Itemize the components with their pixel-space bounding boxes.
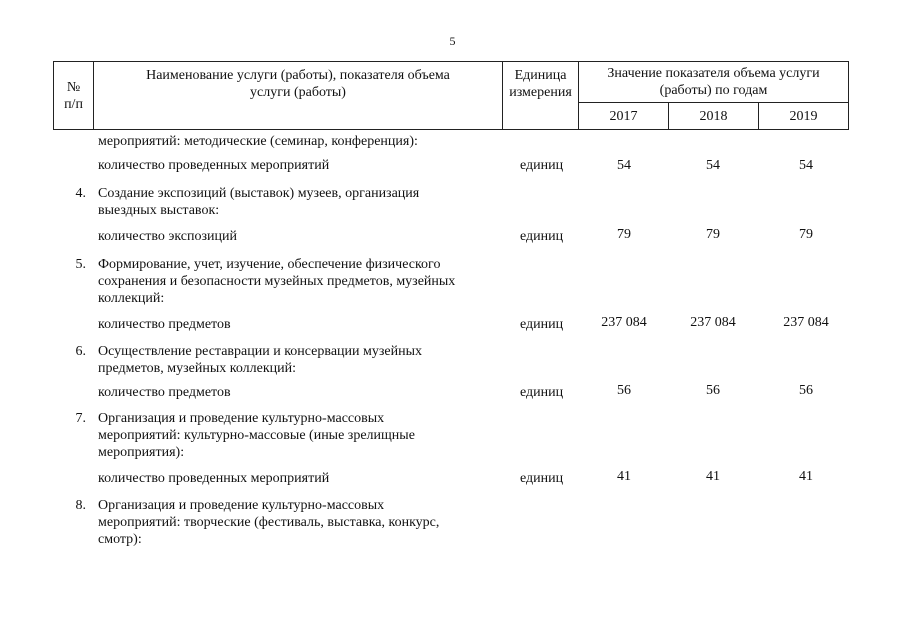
item-title-line: сохранения и безопасности музейных предметов, музейных	[98, 274, 456, 289]
header-col-values-line1: Значение показателя объема услуги	[607, 66, 820, 82]
metric-value-2018: 79	[706, 227, 720, 242]
metric-value-2017: 237 084	[601, 315, 647, 330]
header-col-values-line2: (работы) по годам	[659, 83, 768, 99]
header-col-unit-line2: измерения	[509, 85, 572, 100]
metric-name: количество экспозиций	[98, 229, 238, 244]
metric-value-2019: 79	[799, 227, 813, 242]
metric-unit: единиц	[520, 229, 564, 244]
metric-value-2019: 237 084	[783, 315, 829, 330]
metric-value-2018: 41	[706, 469, 720, 484]
item-title-line: мероприятия):	[98, 445, 185, 460]
metric-value-2017: 79	[617, 227, 631, 242]
metric-value-2019: 56	[799, 383, 813, 398]
metric-unit: единиц	[520, 158, 564, 173]
item-number: 6.	[75, 344, 86, 359]
metric-value-2017: 54	[617, 158, 631, 173]
item-number: 8.	[75, 498, 86, 513]
item-title-line: смотр):	[98, 532, 142, 547]
item-number: 4.	[75, 186, 86, 201]
item-title-line: мероприятий: творческие (фестиваль, выставка, конкурс,	[98, 515, 440, 530]
header-year-2018: 2018	[669, 103, 759, 130]
header-col-number-line2: п/п	[64, 96, 83, 112]
header-col-name-line1: Наименование услуги (работы), показателя объема	[146, 68, 450, 83]
header-col-number-line1: №	[66, 79, 81, 95]
metric-value-2018: 54	[706, 158, 720, 173]
header-year-2019: 2019	[759, 103, 849, 130]
header-year-2017: 2017	[579, 103, 669, 130]
metric-name: количество проведенных мероприятий	[98, 471, 330, 486]
metric-value-2017: 56	[617, 383, 631, 398]
item-title-line: коллекций:	[98, 291, 165, 306]
item-title-line: предметов, музейных коллекций:	[98, 361, 297, 376]
item-title-line: Организация и проведение культурно-массовых	[98, 411, 385, 426]
metric-value-2017: 41	[617, 469, 631, 484]
header-col-name-line2: услуги (работы)	[250, 85, 346, 100]
header-col-unit-line1: Единица	[514, 68, 567, 83]
item-title-line: Осуществление реставрации и консервации музейных	[98, 344, 423, 359]
metric-value-2019: 54	[799, 158, 813, 173]
continuation-text: мероприятий: методические (семинар, конференция):	[98, 134, 418, 149]
metric-name: количество предметов	[98, 385, 231, 400]
metric-unit: единиц	[520, 471, 564, 486]
metric-name: количество проведенных мероприятий	[98, 158, 330, 173]
item-title-line: Создание экспозиций (выставок) музеев, организация	[98, 186, 420, 201]
metric-value-2018: 237 084	[690, 315, 736, 330]
metric-unit: единиц	[520, 385, 564, 400]
item-number: 5.	[75, 257, 86, 272]
item-number: 7.	[75, 411, 86, 426]
page-number: 5	[449, 34, 456, 48]
metric-unit: единиц	[520, 317, 564, 332]
metric-value-2019: 41	[799, 469, 813, 484]
item-title-line: выездных выставок:	[98, 203, 220, 218]
metric-value-2018: 56	[706, 383, 720, 398]
item-title-line: мероприятий: культурно-массовые (иные зрелищные	[98, 428, 415, 443]
metric-name: количество предметов	[98, 317, 231, 332]
item-title-line: Формирование, учет, изучение, обеспечение физического	[98, 257, 441, 272]
item-title-line: Организация и проведение культурно-массовых	[98, 498, 385, 513]
